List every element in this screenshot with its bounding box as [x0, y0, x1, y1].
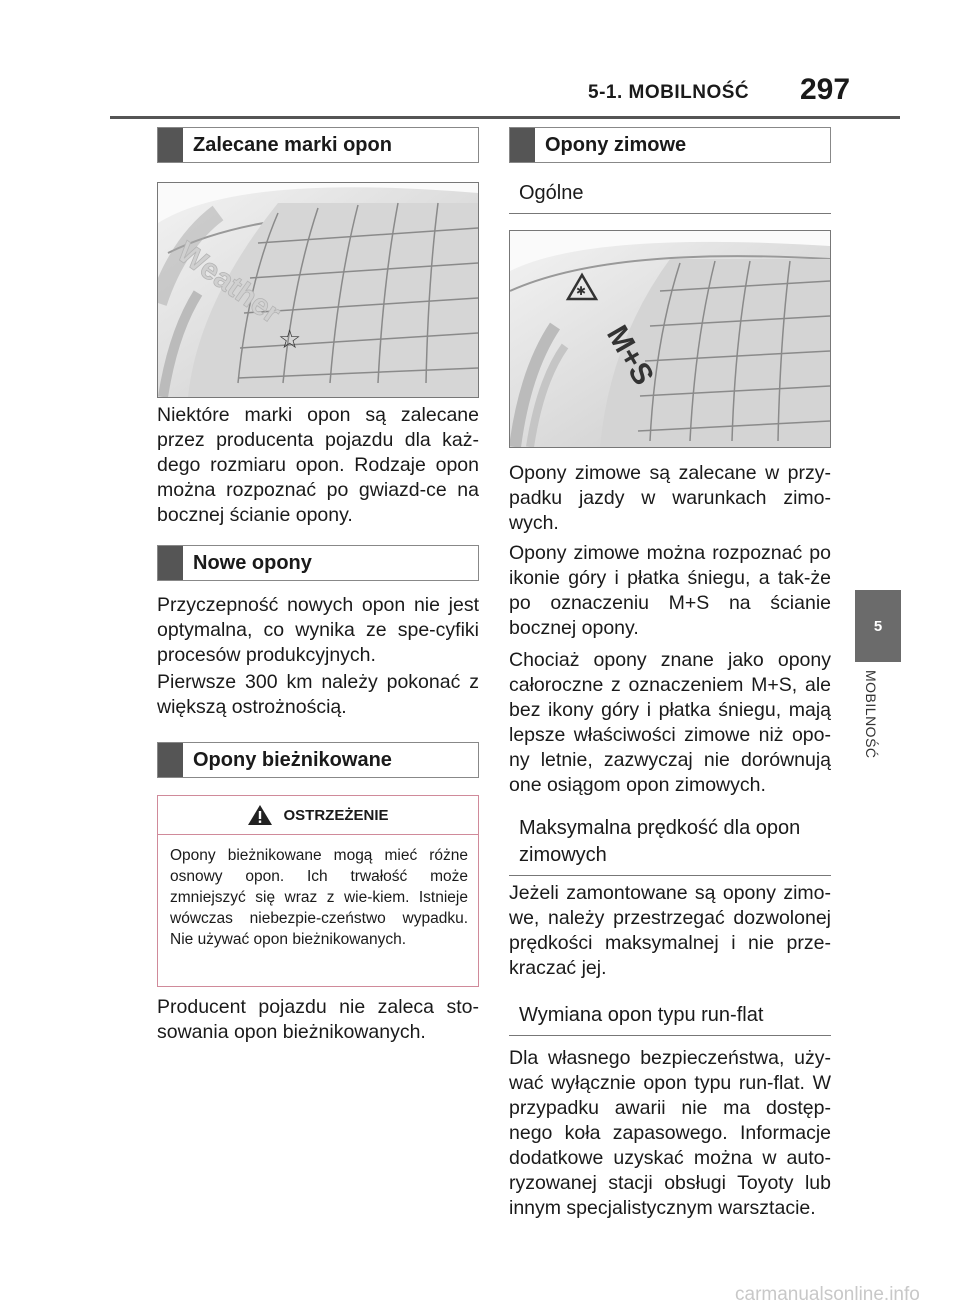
warning-box — [157, 795, 479, 987]
watermark: carmanualsonline.info — [735, 1284, 920, 1305]
tire-star-illustration — [157, 182, 479, 398]
warning-triangle-icon — [247, 804, 273, 826]
heading-new-tires: Nowe opony — [157, 545, 479, 581]
winter-paragraph-1: Opony zimowe są zalecane w przy-padku jazdy w warunkach zimo-wych. — [509, 462, 831, 534]
recommended-paragraph: Niektóre marki opon są zalecane przez producenta pojazdu dla każ-dego rozmiaru opon. Rodzaje opon można rozpoznać po gwiazd-ce na bocznej ścianie opony. — [157, 404, 479, 526]
subheading-runflat: Wymiana opon typu run-flat — [509, 1002, 831, 1036]
header-divider — [110, 116, 900, 119]
tire-star-image — [158, 183, 478, 397]
heading-retreaded: Opony bieżnikowane — [157, 742, 479, 778]
warning-text: Opony bieżnikowane mogą mieć różne osnowy opon. Ich trwałość może zmniejszyć się wraz z wie-kiem. Istnieje wówczas niebezpie-czeństwo wypadku. Nie używać opon bieżnikowanych. — [170, 847, 468, 948]
winter-paragraph-2: Opony zimowe można rozpoznać po ikonie góry i płatka śniegu, a tak-że po oznaczeniu M+S na ścianie bocznej opony. — [509, 542, 831, 639]
chapter-tab[interactable] — [855, 590, 901, 662]
tire-brand-text: Weather — [171, 235, 287, 331]
svg-text:✱: ✱ — [576, 284, 587, 298]
warning-title: OSTRZEŻENIE — [283, 806, 389, 824]
warning-header — [158, 796, 478, 835]
heading-recommended: Zalecane marki opon — [157, 127, 479, 163]
chapter-number: 5 — [873, 617, 883, 635]
winter-paragraph-3: Chociaż opony znane jako opony całoroczne z oznaczeniem M+S, ale bez ikony góry i płatka śniegu, mają lepsze właściwości zimowe niż opo-ny letnie, zazwyczaj nie dorównują one osiągom opon zimowych. — [509, 649, 831, 796]
new-tires-paragraph-1: Przyczepność nowych opon nie jest optymalna, co wynika ze spe-cyfiki procesów produkcyjnych. — [157, 594, 479, 666]
runflat-paragraph: Dla własnego bezpieczeństwa, uży-wać wyłącznie opon typu run-flat. W przypadku awarii nie ma dostęp-nego koła zapasowego. Informacje dodatkowe uzyskać można w auto-ryzowanej stacji obsługi Toyoty lub innym specjalistycznym warsztacie. — [509, 1047, 831, 1219]
tire-ms-image — [510, 231, 830, 447]
heading-winter-tires: Opony zimowe — [509, 127, 831, 163]
subheading-max-speed: Maksymalna prędkość dla opon zimowych — [509, 815, 831, 876]
ms-marking: M+S — [600, 320, 660, 391]
chapter-label: MOBILNOŚĆ — [863, 670, 879, 759]
retreaded-paragraph: Producent pojazdu nie zaleca sto-sowania opon bieżnikowanych. — [157, 996, 479, 1043]
tire-ms-illustration — [509, 230, 831, 448]
page-number: 297 — [800, 73, 851, 106]
subheading-general: Ogólne — [509, 180, 831, 214]
new-tires-paragraph-2: Pierwsze 300 km należy pokonać z większą ostrożnością. — [157, 671, 479, 718]
max-speed-paragraph: Jeżeli zamontowane są opony zimo-we, należy przestrzegać dozwolonej prędkości maksymalnej i nie prze-kraczać jej. — [509, 882, 831, 979]
section-title: 5-1. MOBILNOŚĆ — [588, 82, 750, 103]
star-icon: ☆ — [278, 324, 302, 354]
